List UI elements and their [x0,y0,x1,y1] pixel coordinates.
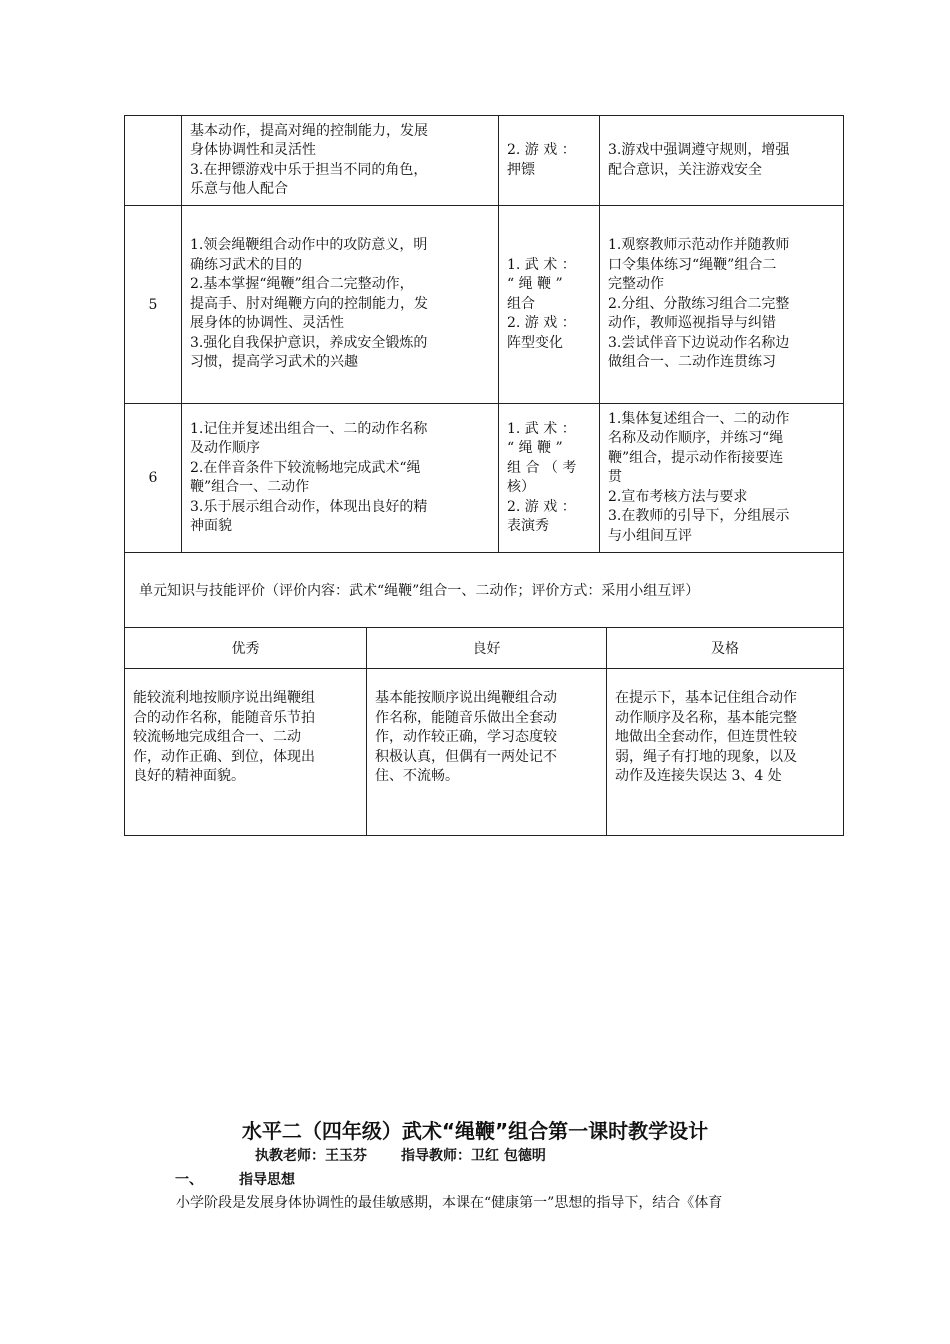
objectives-cell: 1.记住并复述出组合一、二的动作名称 及动作顺序 2.在伴音条件下较流畅地完成武术“绳 鞭”组合一、二动作 3.乐于展示组合动作，体现出良好的精 神面貌 [182,404,499,553]
evaluation-table [124,552,844,836]
table-row [125,628,844,669]
section-title: 指导思想 [239,1172,295,1188]
methods-cell: 1.观察教师示范动作并随教师 口令集体练习“绳鞭”组合二 完整动作 2.分组、分散练习组合二完整 动作，教师巡视指导与纠错 3.尝试伴音下边说动作名称边 做组合一、二动作连贯练习 [600,206,844,404]
table-row [125,553,844,628]
lesson-number [125,116,182,206]
table-row [125,404,844,553]
grade-pass-desc: 在提示下，基本记住组合动作 动作顺序及名称，基本能完整 地做出全套动作，但连贯性较 弱，绳子有打地的现象，以及 动作及连接失误达 3、4 处 [607,669,844,836]
table-row [125,206,844,404]
grade-excellent-desc: 能较流利地按顺序说出绳鞭组 合的动作名称，能随音乐节拍 较流畅地完成组合一、二动 作，动作正确、到位，体现出 良好的精神面貌。 [125,669,367,836]
table-row [125,669,844,836]
body-paragraph: 小学阶段是发展身体协调性的最佳敏感期，本课在“健康第一”思想的指导下，结合《体育 [176,1195,723,1211]
objectives-cell: 1.领会绳鞭组合动作中的攻防意义，明 确练习武术的目的 2.基本掌握“绳鞭”组合二完整动作， 提高手、肘对绳鞭方向的控制能力，发 展身体的协调性、灵活性 3.强化自我保护意识，养成安全锻炼的 习惯，提高学习武术的兴趣 [182,206,499,404]
lesson-plan-table [124,115,844,553]
content-cell: 1. 武 术 ： “ 绳 鞭 ” 组 合 （ 考 核） 2. 游 戏 ： 表演秀 [499,404,600,553]
methods-cell: 1.集体复述组合一、二的动作 名称及动作顺序，并练习“绳 鞭”组合，提示动作衔接要连 贯 2.宣布考核方法与要求 3.在教师的引导下，分组展示 与小组间互评 [600,404,844,553]
grade-good-label: 良好 [367,628,607,669]
advisor-name: 指导教师：卫红 包德明 [401,1148,546,1164]
section-number: 一、 [175,1172,203,1188]
design-title: 水平二（四年级）武术“绳鞭”组合第一课时教学设计 [241,1119,709,1143]
teacher-line [255,1145,546,1165]
content-cell: 1. 武 术 ： “ 绳 鞭 ” 组合 2. 游 戏 ： 阵型变化 [499,206,600,404]
grade-good-desc: 基本能按顺序说出绳鞭组合动 作名称，能随音乐做出全套动 作，动作较正确，学习态度较 积极认真，但偶有一两处记不 住、不流畅。 [367,669,607,836]
lesson-number: 5 [125,206,182,404]
teacher-name: 执教老师：王玉芬 [255,1148,367,1164]
content-cell: 2. 游 戏 ： 押镖 [499,116,600,206]
evaluation-summary: 单元知识与技能评价（评价内容：武术“绳鞭”组合一、二动作；评价方式：采用小组互评） [125,553,844,628]
methods-cell: 3.游戏中强调遵守规则，增强 配合意识，关注游戏安全 [600,116,844,206]
grade-pass-label: 及格 [607,628,844,669]
grade-excellent-label: 优秀 [125,628,367,669]
lesson-number: 6 [125,404,182,553]
objectives-cell: 基本动作，提高对绳的控制能力，发展 身体协调性和灵活性 3.在押镖游戏中乐于担当不同的角色， 乐意与他人配合 [182,116,499,206]
section-heading [175,1169,295,1189]
table-row [125,116,844,206]
